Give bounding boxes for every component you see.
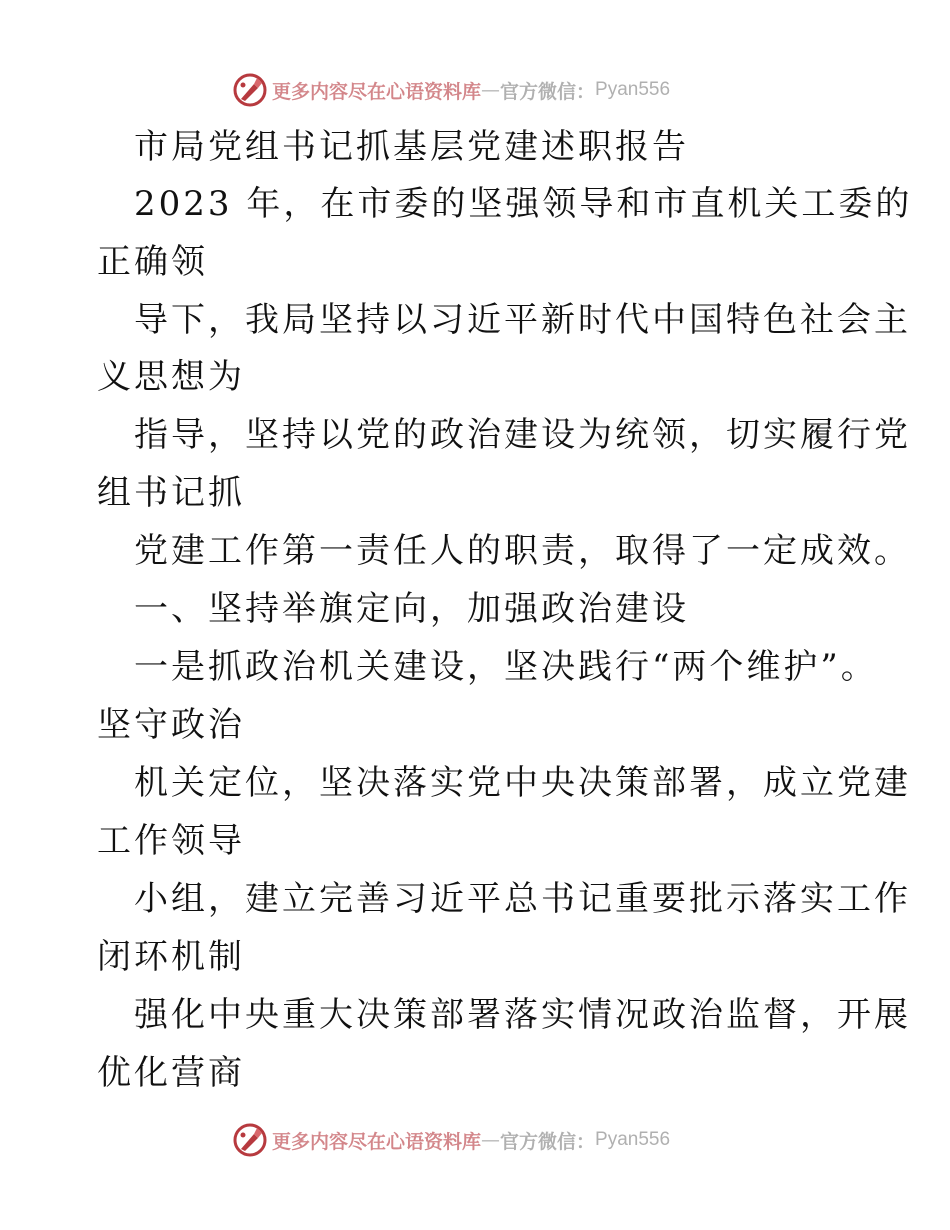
watermark-title: 更多内容尽在心语资料库 [272, 1130, 482, 1153]
watermark-title: 更多内容尽在心语资料库 [272, 80, 482, 103]
paragraph-line: 强化中央重大决策部署落实情况政治监督，开展 [134, 995, 911, 1035]
paragraph-line: 义思想为 [97, 357, 245, 397]
paragraph-line: 一是抓政治机关建设，坚决践行“两个维护”。 [134, 647, 878, 687]
section-heading: 一、坚持举旗定向，加强政治建设 [134, 589, 689, 629]
document-title: 市局党组书记抓基层党建述职报告 [134, 127, 689, 167]
paragraph-line: 党建工作第一责任人的职责，取得了一定成效。 [134, 531, 911, 571]
watermark-wechat-id: Pyan556 [595, 1129, 671, 1150]
pen-logo-icon [232, 1122, 268, 1158]
paragraph-line: 组书记抓 [97, 473, 245, 513]
watermark-dash: — [481, 79, 501, 101]
paragraph-line: 坚守政治 [97, 705, 245, 745]
paragraph-line: 指导，坚持以党的政治建设为统领，切实履行党 [134, 415, 911, 455]
watermark-dash: — [481, 1129, 501, 1151]
paragraph-line: 小组，建立完善习近平总书记重要批示落实工作 [134, 879, 911, 919]
paragraph-line: 闭环机制 [97, 937, 245, 977]
watermark-banner-bottom [232, 1120, 752, 1160]
paragraph-line: 工作领导 [97, 821, 245, 861]
paragraph-line: 正确领 [97, 242, 208, 282]
paragraph-line: 优化营商 [97, 1053, 245, 1093]
paragraph-line: 机关定位，坚决落实党中央决策部署，成立党建 [134, 763, 911, 803]
pen-logo-icon [232, 72, 268, 108]
watermark-wechat-id: Pyan556 [595, 79, 671, 100]
watermark-wechat-label: 官方微信： [500, 80, 596, 103]
watermark-wechat-label: 官方微信： [500, 1130, 596, 1153]
watermark-banner-top [232, 70, 752, 110]
paragraph-line: 2023 年，在市委的坚强领导和市直机关工委的 [134, 184, 913, 224]
paragraph-line: 导下，我局坚持以习近平新时代中国特色社会主 [134, 300, 911, 340]
